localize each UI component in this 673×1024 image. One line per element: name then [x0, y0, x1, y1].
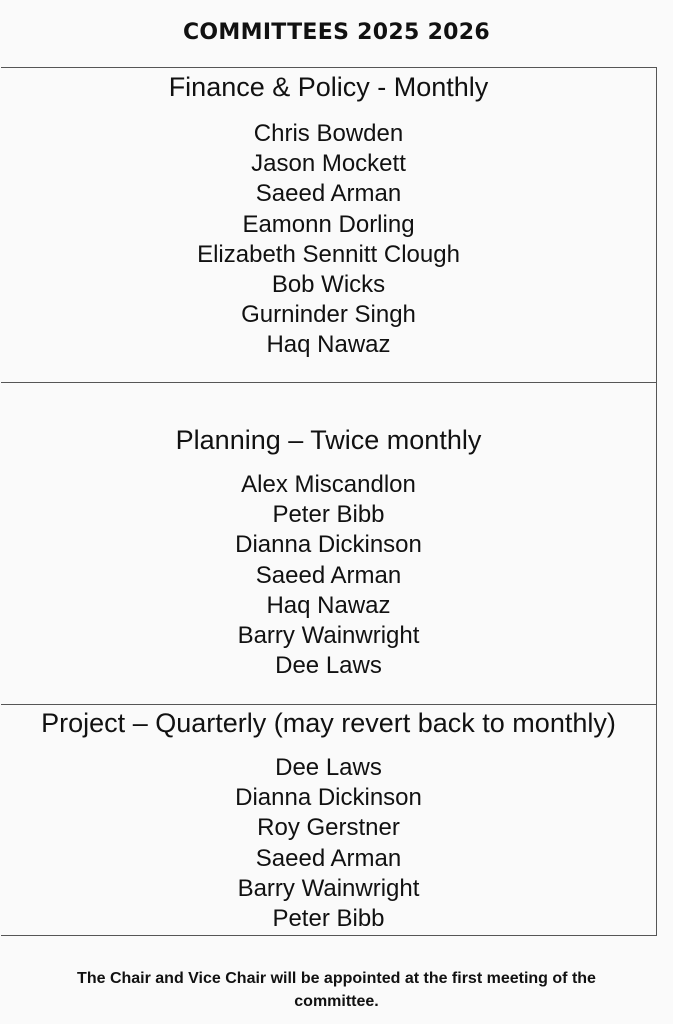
member-list: [1, 753, 656, 934]
member-list: [1, 470, 656, 681]
member-name: Roy Gerstner: [257, 814, 400, 842]
member-name: Alex Miscandlon: [241, 471, 416, 498]
committee-planning: [1, 383, 656, 705]
committee-finance-policy: [1, 68, 656, 383]
member-name: Elizabeth Sennitt Clough: [197, 240, 460, 268]
member-name: Barry Wainwright: [237, 622, 420, 650]
member-name: Eamonn Dorling: [242, 210, 415, 238]
member-name: Saeed Arman: [255, 180, 402, 208]
member-name: Haq Nawaz: [266, 331, 391, 359]
member-name: Gurninder Singh: [241, 301, 416, 329]
member-name: Haq Nawaz: [266, 591, 391, 619]
committee-project: [1, 705, 656, 935]
member-name: Dianna Dickinson: [235, 784, 422, 812]
committee-heading: Finance & Policy - Monthly: [168, 72, 489, 102]
member-name: Bob Wicks: [271, 271, 386, 299]
member-name: Saeed Arman: [255, 844, 402, 872]
member-list: [1, 119, 656, 361]
member-name: Dianna Dickinson: [235, 531, 422, 559]
member-name: Dee Laws: [275, 652, 382, 680]
member-name: Barry Wainwright: [237, 874, 420, 902]
footer-note-line: committee.: [294, 993, 379, 1010]
member-name: Chris Bowden: [253, 120, 404, 147]
footer-note-line: The Chair and Vice Chair will be appointed at the first meeting of the: [77, 970, 596, 987]
committee-heading: Project – Quarterly (may revert back to monthly): [41, 708, 616, 738]
member-name: Peter Bibb: [272, 501, 385, 529]
committee-heading: Planning – Twice monthly: [175, 425, 482, 455]
footer-note: [0, 967, 673, 1013]
committees-table: [1, 67, 657, 936]
member-name: Jason Mockett: [251, 150, 406, 178]
member-name: Peter Bibb: [272, 905, 385, 933]
page-title: COMMITTEES 2025 2026: [182, 20, 491, 45]
member-name: Dee Laws: [275, 754, 382, 781]
member-name: Saeed Arman: [255, 561, 402, 589]
